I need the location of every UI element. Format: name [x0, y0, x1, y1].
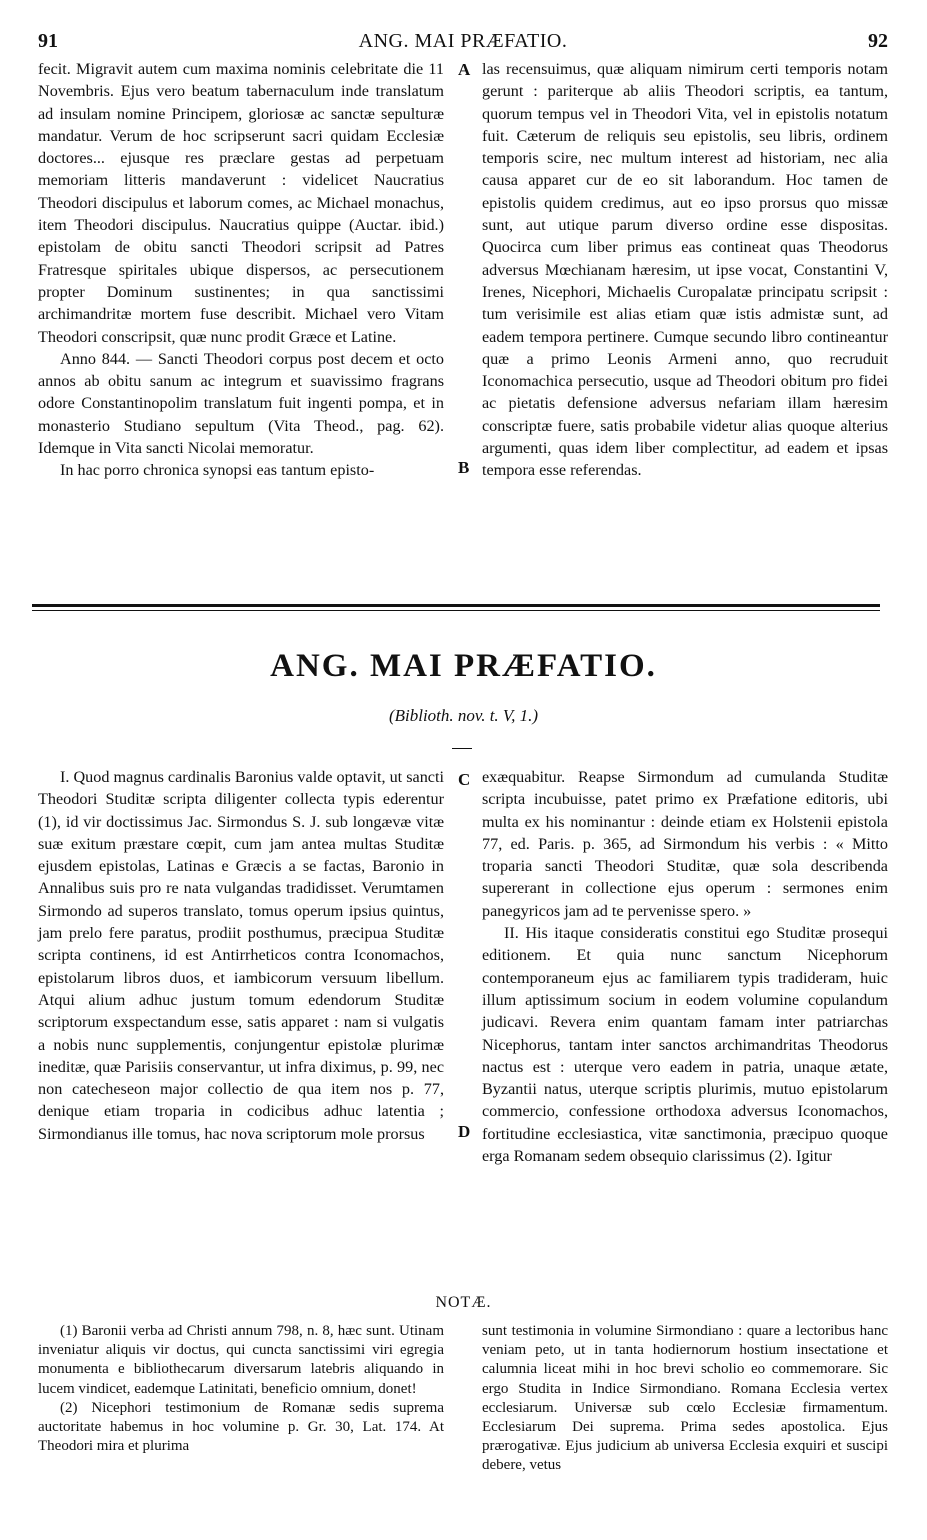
- top-left-paragraph-3: In hac porro chronica synopsi eas tantum episto-: [60, 461, 375, 480]
- note-2-continued: sunt testimonia in volumine Sirmondiano : quare a lectoribus hanc veniam peto, ut in tanta hodiernorum hostium insectatione et calumnia liceat mihi in hoc brevi scholio eo commemorare. Sic ergo Studita in Indice Sirmondiano. Romana Ecclesia vertex ecclesiarum. Universæ sub cœlo Ecclesiæ firmamentum. Ecclesiarum Dei suprema. Prima sedes apostolica. Ejus prærogativæ. Ejus judicium ab universa Ecclesia exquiri et suscipi debere, vetus: [482, 1323, 888, 1474]
- body-right-column: [482, 766, 888, 1167]
- note-1: (1) Baronii verba ad Christi annum 798, n. 8, hæc sunt. Utinam inveniatur aliquis vir doctus, qui cuncta sanctissimi viri egregia monumenta e bibliothecarum diversarum latebris aliquando in lucem vindicet, eademque Latinitati, beneficio omnium, donet!: [38, 1323, 444, 1397]
- top-left-paragraph-2: Anno 844. — Sancti Theodori corpus post decem et octo annos ab obitu sanum ac integrum et suavissimo fragrans odore Constantinopolim translatum fuit ingenti pompa, et in monasterio Studiano sepultum (Vita Theod., pag. 62). Idemque in Vita sancti Nicolai memoratur.: [38, 349, 444, 458]
- running-title: ANG. MAI PRÆFATIO.: [358, 30, 568, 52]
- margin-letter-a: A: [458, 60, 471, 79]
- notes-right-column: [482, 1322, 888, 1476]
- body-right-paragraph-1: exæquabitur. Reapse Sirmondum ad cumulanda Studitæ scripta incubuisse, patet primo ex Præfatione editoris, ubi multa ex his nominantur : deinde etiam ex Holstenii epistola 77, ed. Paris. p. 365, ad Sirmondum his verbis : « Mitto troparia sancti Theodori Studitæ, quæ sola describenda supererant in collectione ejus operum : sermones enim panegyricos jam ad te pervenisse spero. »: [482, 768, 888, 920]
- title-dash: [452, 748, 472, 749]
- page-number-right: 92: [868, 30, 888, 52]
- body-left-column: [38, 766, 444, 1167]
- top-columns: [38, 58, 888, 482]
- notes-columns: [38, 1322, 888, 1476]
- page-number-left: 91: [38, 30, 58, 52]
- document-page: [38, 30, 888, 482]
- margin-letter-b: B: [458, 458, 470, 477]
- notes-left-column: [38, 1322, 444, 1476]
- section-title: ANG. MAI PRÆFATIO.: [270, 648, 657, 684]
- body-right-paragraph-2: II. His itaque consideratis constitui ego Studitæ prosequi editionem. Et quia nunc sanctum Nicephorum contemporaneum ejus ac familiarem typis tradideram, huic illum aptissimum socium in eodem volumine copulandum judicavi. Revera enim quantam famam inter patriarchas Nicephorus, tantam inter sanctos archimandritas Theodorus nactus est : uterque vero eadem in patria, unaque ætate, Byzantii natus, uterque scriptis plurimis, mutuo epistolarum commercio, confessione orthodoxa adversus Iconomachos, fortitudine ecclesiastica, vitæ sanctimonia, præcipuo quoque erga Romanam sedem obsequio clarissimus (2). Igitur: [482, 924, 888, 1166]
- top-left-paragraph-1: fecit. Migravit autem cum maxima nominis celebritate die 11 Novembris. Ejus vero beatum tabernaculum inde translatum ad insulam nomine Principem, gloriosæ ac sanctæ sepulturæ mandatur. Verum de hoc scripserunt sacri quidam Ecclesiæ doctores... ejusque res præclare gestas ad perpetuam memoriam litteris mandaverunt : videlicet Naucratius Theodori discipulus et laborum comes, ac Michael monachus, item Theodori discipulus. Naucratius quippe (Auctar. ibid.) epistolam de obitu sancti Theodori scripsit ad Patres Fratresque spiritales ubique dispersos, ac persecutionem propter Dominum sustinentes; in qua sanctissimi archimandritæ mortem fuse describit. Michael vero Vitam Theodori conscripsit, quæ nunc prodit Græce et Latine.: [38, 60, 444, 346]
- notes-section: [38, 1322, 888, 1476]
- section-divider-thin: [32, 610, 880, 611]
- running-head: [38, 30, 888, 56]
- body-section: [38, 766, 888, 1167]
- top-right-column: [482, 58, 888, 482]
- margin-letter-c: C: [458, 770, 471, 789]
- body-columns: [38, 766, 888, 1167]
- top-left-column: [38, 58, 444, 482]
- top-right-paragraph-1: las recensuimus, quæ aliquam nimirum certi temporis notam gerunt : pariterque ab aliis Theodori scriptis, ea tantum, quorum tempus vel in Theodori Vita, vel in epistolis notatum fuit. Cæterum de reliquis seu epistolis, seu libris, ordinem temporis scire, nec multum interest ad historiam, nec alia causa apparet cur de eo sit laborandum. Hoc tamen de epistolis quidem credimus, aut eo ipso prorsus quo missæ sunt, aut utique parum diverso ordine esse dispositas. Quocirca cum liber primus eas contineat quas Theodorus adversus Mœchianam hæresim, ut ipse vocat, Constantini V, Irenes, Nicephori, Michaelis Curopalatæ principatu scripsit : tum verisimile est alias etiam quæ istis admistæ sunt, ad eadem tempora pertinere. Cumque secundo libro contineantur quæ a primo Leonis Armeni anno, quo recruduit Iconomachica persecutio, usque ad Theodori obitum pro fidei ac pietatis defensione adversus nefariam illam hæresim conscriptæ fuere, satis probabile videtur alias quoque alterius argumenti, quas idem liber complectitur, ad eadem et ipsas tempora esse referendas.: [482, 60, 888, 480]
- section-divider: [32, 604, 880, 607]
- margin-letter-d: D: [458, 1122, 471, 1141]
- note-2: (2) Nicephori testimonium de Romanæ sedis suprema auctoritate habemus in hoc volumine p. Gr. 30, Lat. 174. At Theodori mira et plurima: [38, 1399, 444, 1455]
- body-left-paragraph-1: I. Quod magnus cardinalis Baronius valde optavit, ut sancti Theodori Studitæ scripta diligenter collecta typis ederentur (1), id vir doctissimus Jac. Sirmondus S. J. sub longævæ vitæ suæ exitum præstare cœpit, cum jam antea multas Studitæ ejusdem epistolas, Latinas e Græcis a se factas, Baronio in Annalibus suis pro re nata vulgandas tradidisset. Verumtamen Sirmondo ad superos translato, tomus operum ipsius quintus, jam prelo fere paratus, prodiit posthumus, præcipua Studitæ scripta continens, id est Antirrheticos contra Iconomachos, epistolarum libros duos, et iambicorum versuum libellum. Atqui alium adhuc justum tomum edendorum Studitæ scriptorum exspectandum esse, satis apparet : nam si vulgatis a nobis nunc supplementis, conjungentur epistolæ plurimæ ineditæ, quæ Parisiis conservantur, ut infra diximus, p. 99, nec non catecheseon major collectio de qua item nos p. 77, denique etiam troparia in codicibus adhuc latentia ; Sirmondianus ille tomus, hac nova scriptorum mole prorsus: [38, 768, 444, 1143]
- notes-heading: NOTÆ.: [435, 1294, 492, 1311]
- section-subtitle: (Biblioth. nov. t. V, 1.): [388, 706, 539, 725]
